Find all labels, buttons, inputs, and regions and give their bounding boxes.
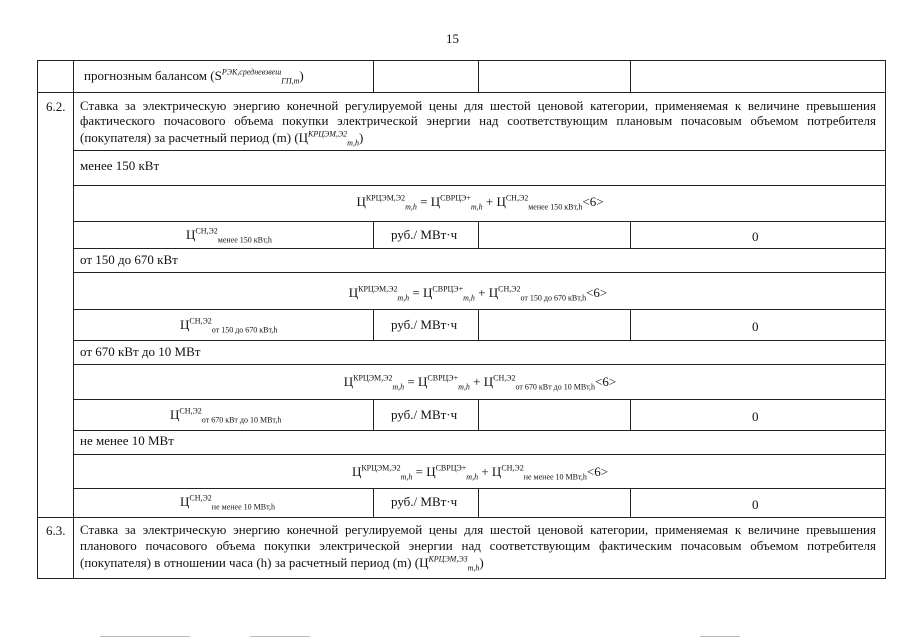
tariff-symbol: $Ц^{СН,Э2}_{менее 150 кВт,h}$: [186, 226, 272, 245]
section-6-2-line2: фактического почасового объема покупки электрической энергии над соответствующим плановым почасовым объемом потребителя: [80, 113, 876, 128]
group-title: не менее 10 МВт: [80, 433, 174, 448]
value-cell: 0: [752, 409, 759, 424]
unit-cell: руб./ МВт·ч: [391, 407, 458, 422]
value-cell: 0: [752, 229, 759, 244]
section-6-2-line1: Ставка за электрическую энергию конечной регулируемой цены для шестой ценовой категории, применяемая к величине превышения: [80, 98, 876, 113]
unit-cell: руб./ МВт·ч: [391, 317, 458, 332]
value-cell: 0: [752, 319, 759, 334]
tariff-formula: $Ц^{КРЦЭМ,Э2}_{m,h} = Ц^{СВРЦЭ+}_{m,h} + Ц^{СН,Э2}_{от 670 кВт до 10 МВт,h}<6>$: [343, 373, 617, 392]
tariff-symbol: $Ц^{СН,Э2}_{от 670 кВт до 10 МВт,h}$: [170, 406, 282, 425]
group-title: от 150 до 670 кВт: [80, 252, 178, 267]
section-6-3-line3: (покупателя) в отношении часа (h) за расчетный период (m) $(Ц^{КРЦЭМ,Э3}_{m,h})$: [80, 554, 484, 573]
group-title: менее 150 кВт: [80, 158, 160, 173]
tariff-formula: $Ц^{КРЦЭМ,Э2}_{m,h} = Ц^{СВРЦЭ+}_{m,h} + Ц^{СН,Э2}_{от 150 до 670 кВт,h}<6>$: [348, 284, 608, 303]
top-row-sup: РЭК,средневзвеш: [221, 67, 282, 77]
tariff-formula: $Ц^{КРЦЭМ,Э2}_{m,h} = Ц^{СВРЦЭ+}_{m,h} + Ц^{СН,Э2}_{не менее 10 МВт,h}<6>$: [351, 463, 609, 482]
section-number-6-2: 6.2.: [46, 99, 66, 114]
section-6-2-line3: (покупателя) за расчетный период (m) $(Ц^{КРЦЭМ,Э2}_{m,h})$: [80, 129, 364, 148]
unit-cell: руб./ МВт·ч: [391, 227, 458, 242]
tariff-symbol: $Ц^{СН,Э2}_{от 150 до 670 кВт,h}$: [180, 316, 278, 335]
section-6-3-line2: планового почасового объема покупки электрической энергии над соответствующим фактическим почасовым объемом потребителя: [80, 538, 876, 553]
scan-artifact: [250, 636, 310, 637]
tariff-formula: $Ц^{КРЦЭМ,Э2}_{m,h} = Ц^{СВРЦЭ+}_{m,h} + Ц^{СН,Э2}_{менее 150 кВт,h}<6>$: [356, 193, 604, 212]
tariff-symbol: $Ц^{СН,Э2}_{не менее 10 МВт,h}$: [180, 493, 275, 512]
value-cell: 0: [752, 497, 759, 512]
scan-artifact: [700, 636, 740, 637]
scan-artifact: [100, 636, 190, 637]
top-row-sub: ГП,m: [281, 76, 300, 86]
page-number: 15: [446, 31, 459, 46]
group-title: от 670 кВт до 10 МВт: [80, 344, 201, 359]
top-row-text: прогнозным балансом $(S^{РЭК,средневзвеш}_{ГП,m})$: [84, 67, 304, 86]
section-6-3-line1: Ставка за электрическую энергию конечной регулируемой цены для шестой ценовой категории, применяемая к величине превышения: [80, 522, 876, 537]
unit-cell: руб./ МВт·ч: [391, 494, 458, 509]
section-number-6-3: 6.3.: [46, 523, 66, 538]
